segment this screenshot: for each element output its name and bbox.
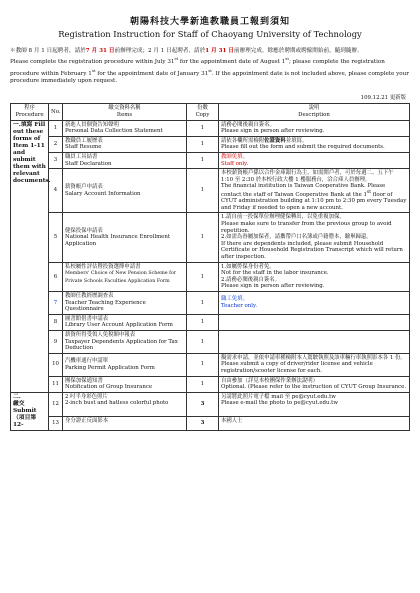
table-row: 8 圖書館借書申請表 Library User Account Application Form 1 <box>11 314 410 330</box>
description-cell: 1.如屬勞保身份者免。 Not for the staff in the labor insurance. 2.請務必閱後親自簽名。 Please sign in person after reviewing. <box>219 262 410 291</box>
item-cell: 身分證正反面影本 <box>63 416 187 430</box>
description-cell: 本國人士 <box>219 416 410 430</box>
description-cell: 請務必閱後親自簽名。 Please sign in person after reviewing. <box>219 120 410 136</box>
header-description: 說明 Description <box>219 104 410 120</box>
header-copy: 份數 Copy <box>187 104 219 120</box>
description-cell: 自由參加（詳見本校團保作業辦法說明） Optional. (Please refer to the instruction of CYUT Group Insurance. <box>219 376 410 392</box>
item-cell: 教職員工履歷表 Staff Resume <box>63 136 187 152</box>
table-header-row <box>11 104 410 120</box>
item-cell: 薪資所得受領人免稅額申報表 Taxpayer Dependents Application for Tax Deduction <box>63 330 187 353</box>
intro-paragraph <box>10 48 410 85</box>
table-row: 2 教職員工履歷表 Staff Resume 1 請依各欄所需檢附佐證資料並填寫。 Please fill out the form and submit the required documents. <box>11 136 410 152</box>
table-row: 6 私校屬性評估暨投資選擇申請書 Members' Choice of New Pension Scheme for Private Schools Faculties Application Form 1 1.如屬勞保身份者免。 Not for the staff in the labor insurance. 2.請務必閱後親自簽名。 Please sign in person after reviewing. <box>11 262 410 291</box>
procedure-fill-out: 一.填寫 Fill out these forms of Item 1-11 and submit them with relevant documents. <box>11 120 49 392</box>
description-cell: 1.請自前一投保單位辦理健保轉出，以免重複加保。 Please make sure to transfer from the previous group to avoid repetition. 2.如需為眷屬加保者，請攜帶戶口名簿或戶籍謄本，驗畢歸還。 If there are dependents included, please submit Household Certificate or Household Registration Transcript which will return after inspection. <box>219 213 410 262</box>
item-cell: 汽機車通行申請單 Parking Permit Application Form <box>63 353 187 376</box>
table-row: 10 汽機車通行申請單 Parking Permit Application Form 1 擬需求申請，並依申請車種檢附本人駕駛執照及該車輛行車執照影本各 1 份。 Please submit a copy of driver/rider license and vehicle registration/scooter license for each. <box>11 353 410 376</box>
description-cell: 職工免填。 Teacher only. <box>219 291 410 314</box>
table-row: 5 健保投保申請表 National Health Insurance Enrollment Application 1 1.請自前一投保單位辦理健保轉出，以免重複加保。 Please make sure to transfer from the previous group to avoid repetition. 2.如需為眷屬加保者，請攜帶戶口名簿或戶籍謄本，驗畢歸還。 If there are dependents included, please submit Household Certificate or Household Registration Transcript which will return after inspection. <box>11 213 410 262</box>
description-cell: 請依各欄所需檢附佐證資料並填寫。 Please fill out the form and submit the required documents. <box>219 136 410 152</box>
header-items: 繳交資料名稱 Items <box>63 104 187 120</box>
document-page <box>10 0 410 431</box>
item-cell: 健保投保申請表 National Health Insurance Enrollment Application <box>63 213 187 262</box>
table-row: 4 薪資帳戶申請表 Salary Account Information 1 本校薪資帳戶係以合作金庫銀行為主，如需開戶者，可於每週二、五下午 1:10 至 2:30 於本校行政大樓 1 樓服務台，洽合庫人員辦理。 The financial institution is Taiwan Cooperative Bank. Please contact the staff of Taiwan Cooperative Bank at the 1st floor of CYUT administration building at 1:10 pm to 2:30 pm every Tuesday and Friday if needed to open a new account. <box>11 169 410 213</box>
table-row: 3 職員工具結書 Staff Declaration 1 教師免填。 Staff only. <box>11 152 410 168</box>
table-row: 11 團保加保通知書 Notification of Group Insurance 1 自由參加（詳見本校團保作業辦法說明） Optional. (Please refer to the instruction of CYUT Group Insurance. <box>11 376 410 392</box>
item-cell: 薪資帳戶申請表 Salary Account Information <box>63 169 187 213</box>
header-no: No. <box>49 104 63 120</box>
description-cell: 擬需求申請，並依申請車種檢附本人駕駛執照及該車輛行車執照影本各 1 份。 Please submit a copy of driver/rider license and vehicle registration/scooter license for each. <box>219 353 410 376</box>
table-row: 二. 繳交 Submit （項目第 12- 12 2 吋半身彩色照片 2-inch bust and hatless colorful photo 3 另請將此照片電子檔 mail 至 pe@cyut.edu.tw Please e-mail the photo to pe@cyut.edu.tw <box>11 392 410 416</box>
description-cell: 另請將此照片電子檔 mail 至 pe@cyut.edu.tw Please e-mail the photo to pe@cyut.edu.tw <box>219 392 410 416</box>
deadline-january: 1 月 31 日 <box>205 48 234 54</box>
intro-english: Please complete the registration procedure within July 31st for the appointment date of August 1st; please complete the registration procedure within February 1st for the appointment date of January 31st. If the appointment date is not included above, please complete your procedure immediately upon request. <box>10 56 409 84</box>
title-english: Registration Instruction for Staff of Chaoyang University of Technology <box>58 29 362 39</box>
table-row: 一.填寫 Fill out these forms of Item 1-11 and submit them with relevant documents. 1 新進人員個資告知聲明 Personal Data Collection Statement 1 請務必閱後親自簽名。 Please sign in person after reviewing. <box>11 120 410 136</box>
item-cell: 2 吋半身彩色照片 2-inch bust and hatless colorful photo <box>63 392 187 416</box>
table-row: 9 薪資所得受領人免稅額申報表 Taxpayer Dependents Application for Tax Deduction 1 <box>11 330 410 353</box>
item-cell: 新進人員個資告知聲明 Personal Data Collection Statement <box>63 120 187 136</box>
table-row: 7 教師任教經歷調查表 Teacher Teaching Experience Questionnaire 1 職工免填。 Teacher only. <box>11 291 410 314</box>
intro-chinese: ＊教師 8 月 1 日起聘者，請於7 月 31 日前辦理完成；2 月 1 日起聘者，請於1 月 31 日前辦理完成。餘應於聘期或聘僱開始前，隨到隨辦。 <box>10 48 363 54</box>
update-note: 109.12.21 更新版 <box>360 95 406 102</box>
item-cell: 職員工具結書 Staff Declaration <box>63 152 187 168</box>
item-cell: 圖書館借書申請表 Library User Account Application Form <box>63 314 187 330</box>
deadline-july: 7 月 31 日 <box>85 48 115 54</box>
item-cell: 私校屬性評估暨投資選擇申請書 Members' Choice of New Pension Scheme for Private Schools Faculties Application Form <box>63 262 187 291</box>
description-cell <box>219 330 410 353</box>
description-cell: 本校薪資帳戶係以合作金庫銀行為主，如需開戶者，可於每週二、五下午 1:10 至 2:30 於本校行政大樓 1 樓服務台，洽合庫人員辦理。 The financial institution is Taiwan Cooperative Bank. Please contact the staff of Taiwan Cooperative Bank at the 1st floor of CYUT administration building at 1:10 pm to 2:30 pm every Tuesday and Friday if needed to open a new account. <box>219 169 410 213</box>
item-cell: 教師任教經歷調查表 Teacher Teaching Experience Questionnaire <box>63 291 187 314</box>
item-cell: 團保加保通知書 Notification of Group Insurance <box>63 376 187 392</box>
procedure-submit: 二. 繳交 Submit （項目第 12- <box>11 392 49 430</box>
table-row: 13 身分證正反面影本 3 本國人士 <box>11 416 410 430</box>
header-procedure: 程序 Procedure <box>11 104 49 120</box>
registration-table <box>10 103 410 430</box>
description-cell: 教師免填。 Staff only. <box>219 152 410 168</box>
description-cell <box>219 314 410 330</box>
title-chinese: 朝陽科技大學新進教職員工報到須知 <box>129 17 290 27</box>
